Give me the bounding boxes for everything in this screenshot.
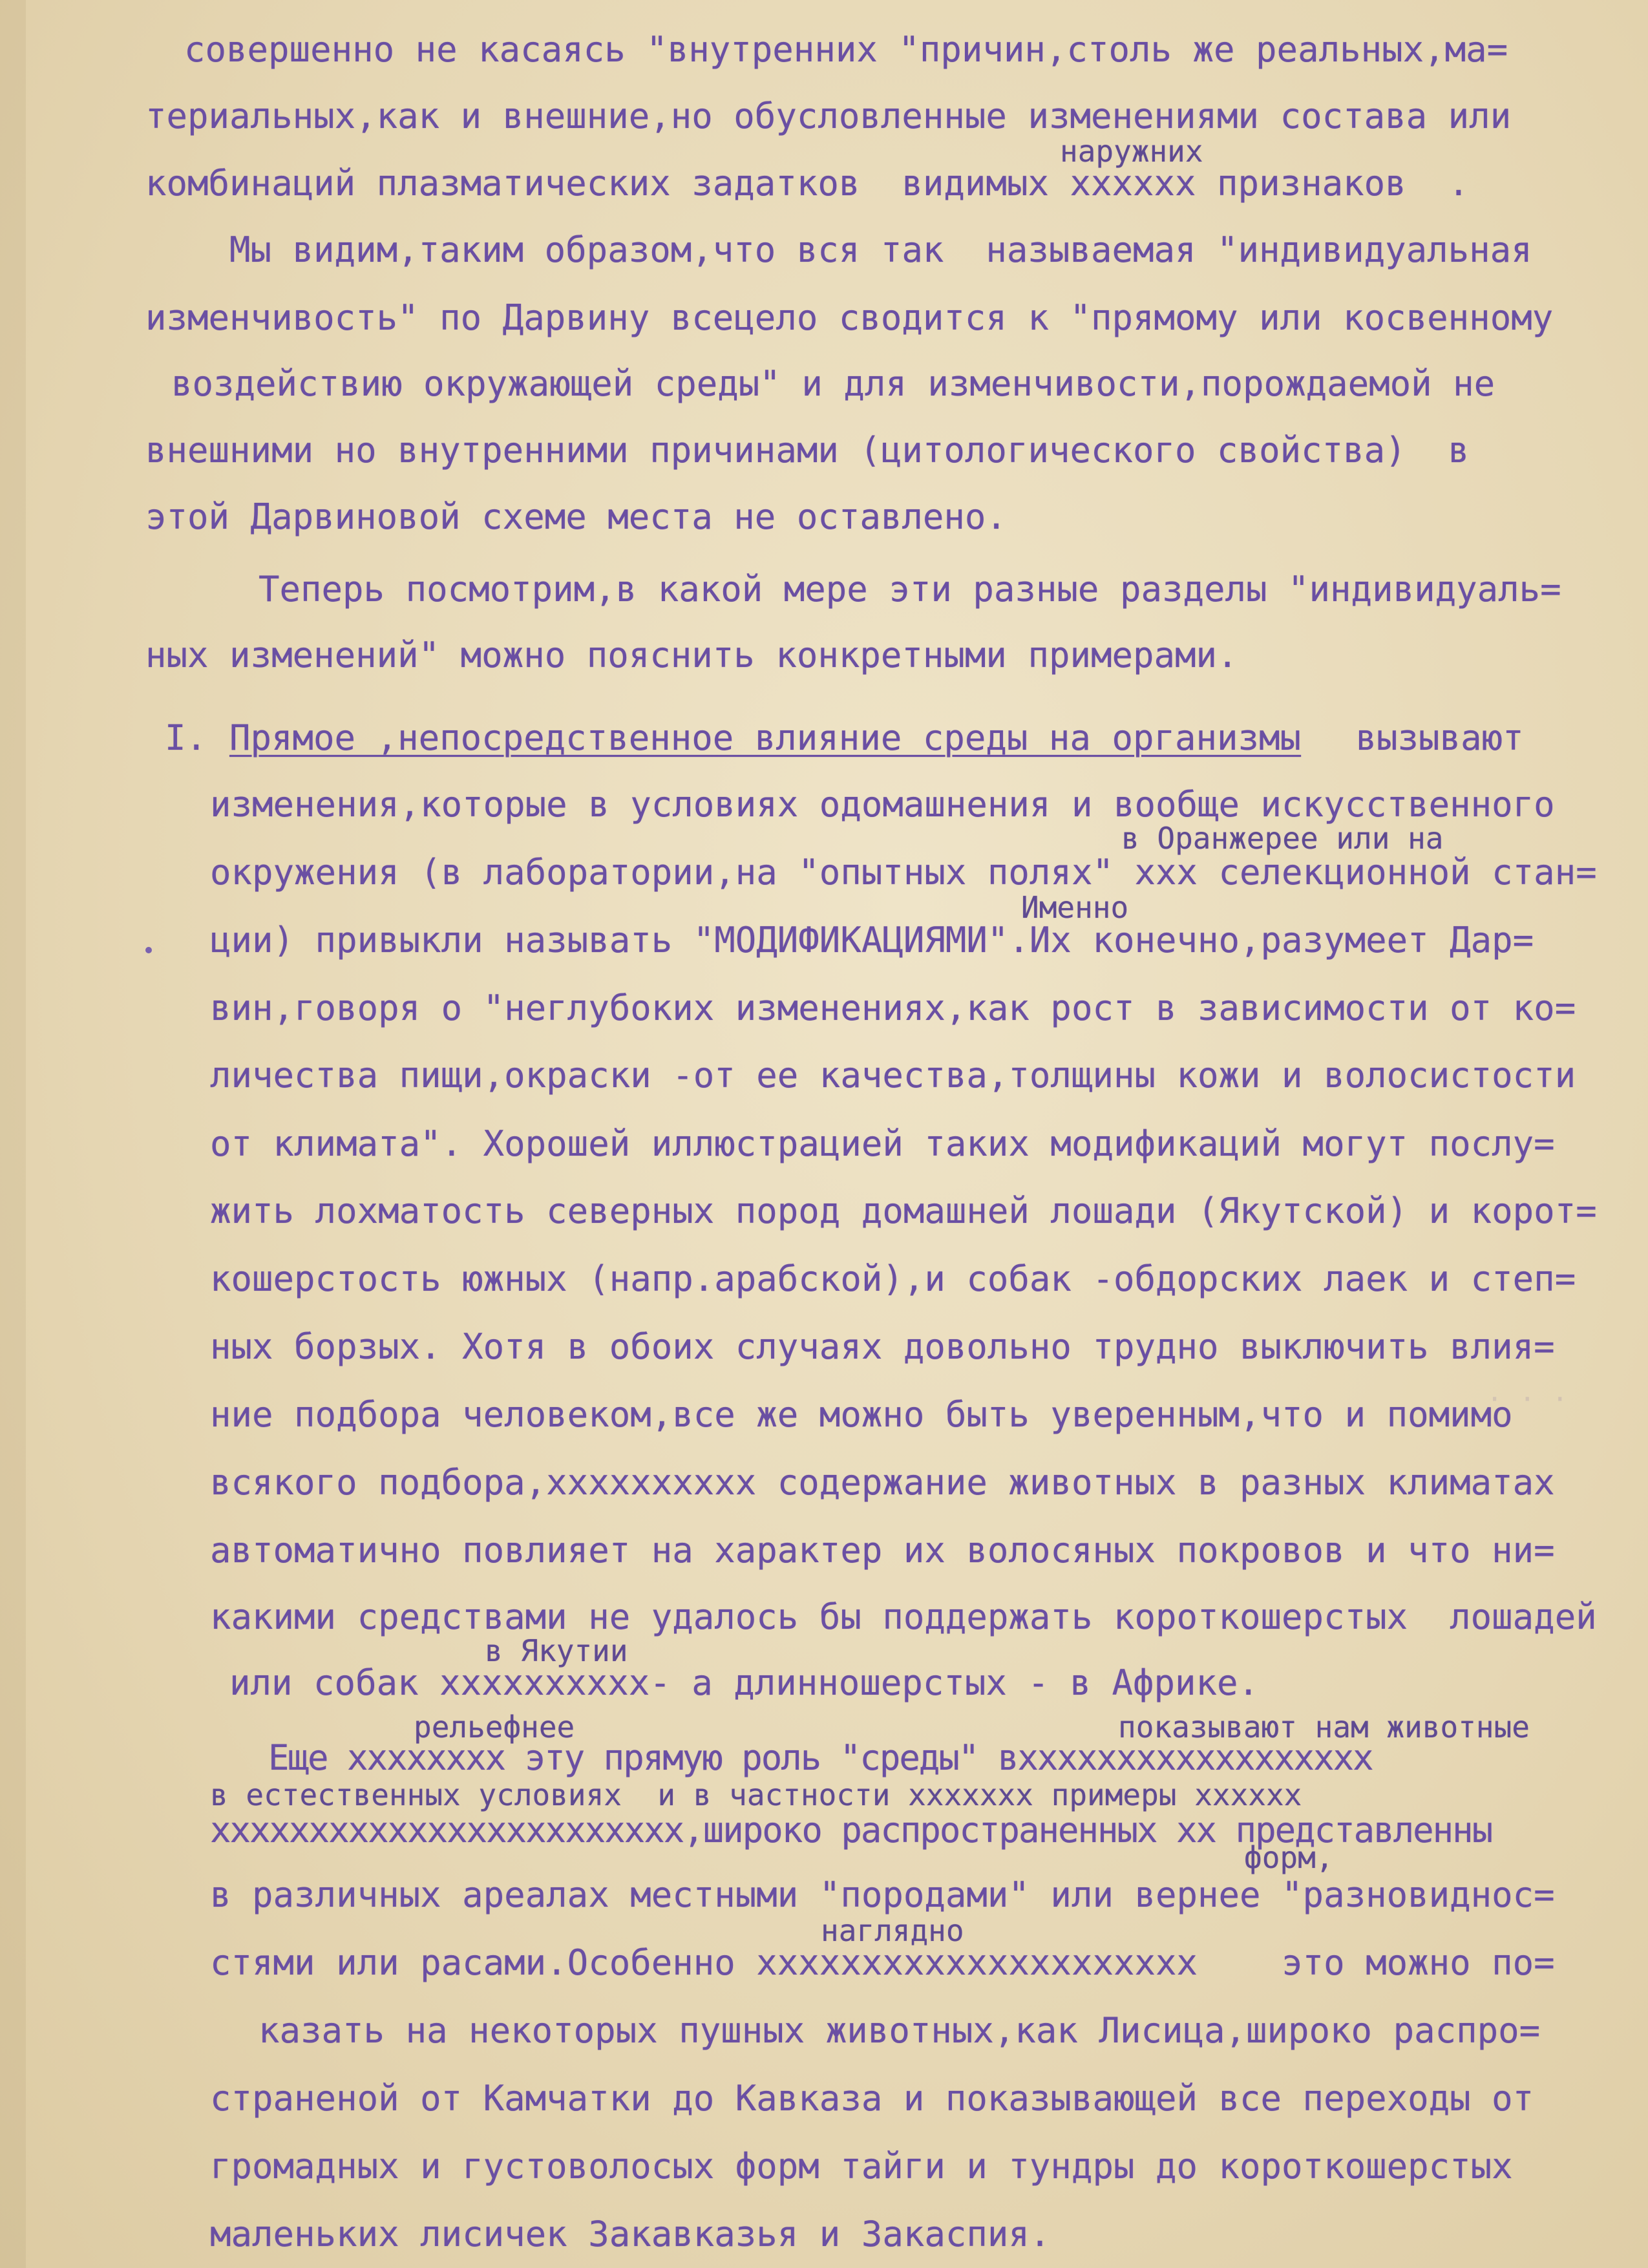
handwritten-insertion: в Якутии xyxy=(485,1633,628,1668)
text-line: изменения,которые в условиях одомашнения и вообще искусственного xyxy=(210,784,1555,825)
handwritten-insertion: в Оранжерее или на xyxy=(1121,821,1444,856)
handwritten-insertion: Именно xyxy=(1021,890,1129,925)
text-line: казать на некоторых пушных животных,как Лисица,широко распро= xyxy=(259,2010,1541,2051)
text-line-with-strikeouts: хххххххххххххххххххххххх,широко распространенных хх представленны xyxy=(210,1810,1492,1850)
text-line: изменчивость" по Дарвину всецело сводится к "прямому или косвенному xyxy=(145,297,1554,338)
handwritten-insertion: в естественных условиях и в частности ххххххх примеры хххххх xyxy=(210,1777,1302,1812)
text-line: какими средствами не удалось бы поддержать короткошерстых лошадей xyxy=(210,1596,1597,1637)
paper-edge-shadow xyxy=(0,0,26,2268)
text-line: вин,говоря о "неглубоких изменениях,как рост в зависимости от ко= xyxy=(210,988,1576,1028)
text-line: ние подбора человеком,все же можно быть уверенным,что и помимо xyxy=(210,1394,1513,1435)
text-line-with-strikeouts: Еще хххххххх эту прямую роль "среды" вхххххххххххххххххх xyxy=(268,1737,1373,1778)
text-line: маленьких лисичек Закавказья и Закаспия. xyxy=(210,2214,1051,2254)
text-line: в различных ареалах местными "породами" или вернее "разновиднос= xyxy=(210,1874,1555,1915)
handwritten-insertion: показывают нам животные xyxy=(1118,1710,1530,1744)
text-line: Теперь посмотрим,в какой мере эти разные разделы "индивидуаль= xyxy=(259,569,1561,609)
text-line: или собак хххххххххх- а длинношерстых - в Африке. xyxy=(229,1662,1260,1703)
margin-dot xyxy=(145,947,152,953)
text-line: стями или расами.Особенно ххххххххххххххххххххх это можно по= xyxy=(210,1942,1555,1983)
text-line: кошерстость южных (напр.арабской),и собак -обдорских лаек и степ= xyxy=(210,1258,1576,1299)
text-line: Мы видим,таким образом,что вся так называемая "индивидуальная xyxy=(229,229,1532,270)
text-line: ции) привыкли называть "МОДИФИКАЦИЯМИ".Их конечно,разумеет Дар= xyxy=(210,920,1534,960)
handwritten-insertion: форм, xyxy=(1244,1840,1334,1875)
text-line: внешними но внутренними причинами (цитологического свойства) в xyxy=(145,430,1470,471)
text-line: окружения (в лаборатории,на "опытных полях" ххх селекционной стан= xyxy=(210,852,1597,893)
text-line: комбинаций плазматических задатков видимых хххххх признаков . xyxy=(145,163,1470,204)
text-line: всякого подбора,хххххххххх содержание животных в разных климатах xyxy=(210,1462,1555,1503)
text-line: воздействию окружающей среды" и для изменчивости,порождаемой не xyxy=(171,363,1495,404)
faint-bleed-through-mark: · · · xyxy=(1486,1383,1569,1415)
text-line: ных изменений" можно пояснить конкретными примерами. xyxy=(145,635,1238,675)
text-line: териальных,как и внешние,но обусловленные изменениями состава или xyxy=(145,96,1512,136)
text-line: ных борзых. Хотя в обоих случаях довольно трудно выключить влия= xyxy=(210,1326,1555,1367)
text-line: этой Дарвиновой схеме места не оставлено. xyxy=(145,496,1007,537)
section-heading-underlined: Прямое ,непосредственное влияние среды на организмы xyxy=(229,717,1302,758)
text-line: жить лохматость северных пород домашней лошади (Якутской) и корот= xyxy=(210,1191,1597,1231)
handwritten-insertion: наружних xyxy=(1060,134,1203,169)
handwritten-insertion: наглядно xyxy=(821,1913,964,1948)
text-line: совершенно не касаясь "внутренних "причин,столь же реальных,ма= xyxy=(184,29,1508,70)
handwritten-insertion: рельефнее xyxy=(414,1710,575,1744)
text-line: вызывают xyxy=(1335,717,1524,758)
text-line: автоматично повлияет на характер их волосяных покровов и что ни= xyxy=(210,1530,1555,1571)
section-number: I. xyxy=(165,717,207,758)
text-line: от климата". Хорошей иллюстрацией таких модификаций могут послу= xyxy=(210,1123,1555,1164)
text-line: страненой от Камчатки до Кавказа и показывающей все переходы от xyxy=(210,2078,1534,2119)
text-line: громадных и густоволосых форм тайги и тундры до короткошерстых xyxy=(210,2146,1513,2187)
text-line: личества пищи,окраски -от ее качества,толщины кожи и волосистости xyxy=(210,1055,1576,1096)
